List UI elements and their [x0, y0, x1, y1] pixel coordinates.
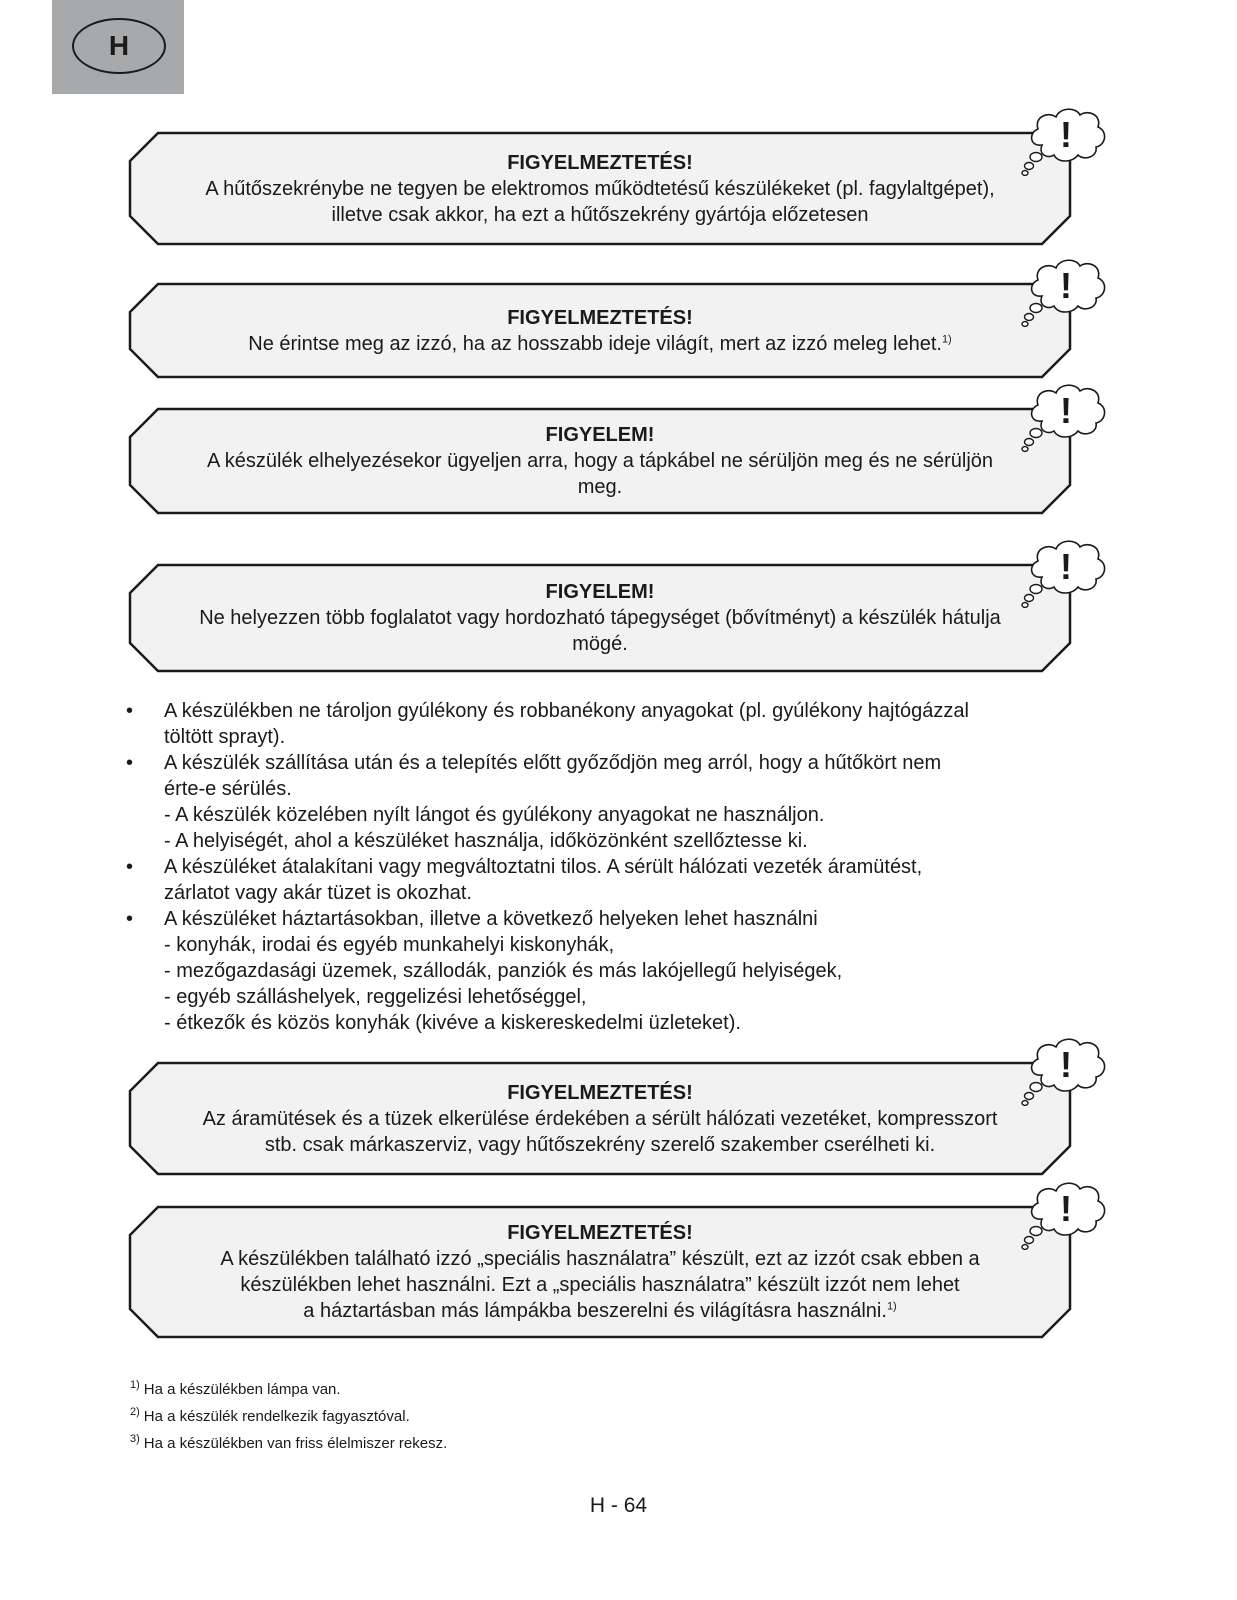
svg-text:!: ! — [1060, 1044, 1072, 1085]
warning-title: FIGYELMEZTETÉS! — [507, 151, 693, 174]
footnote-mark: 1) — [130, 1379, 140, 1391]
exclamation-bubble-icon — [1022, 105, 1108, 177]
warning-title: FIGYELMEZTETÉS! — [507, 306, 693, 329]
footnote-text: Ha a készülékben van friss élelmiszer rekesz. — [143, 1435, 448, 1452]
exclamation-bubble-icon — [1022, 1035, 1108, 1107]
bullet-line: - konyhák, irodai és egyéb munkahelyi kiskonyhák, — [164, 934, 615, 956]
warning-line-wrap — [248, 331, 951, 357]
warning-line: Ne érintse meg az izzó, ha az hosszabb ideje világít, mert az izzó meleg lehet. — [248, 332, 942, 355]
bullet-line: A készülék szállítása után és a telepítés előtt győződjön meg arról, hogy a hűtőkört nem — [164, 752, 942, 774]
footnotes — [130, 1372, 447, 1453]
warning-text — [148, 284, 1052, 377]
warning-line: készülékben lehet használni. Ezt a „speciális használatra” készült izzót nem lehet — [240, 1274, 960, 1296]
bullet-item — [120, 854, 1080, 906]
warning-box-3 — [130, 390, 1072, 513]
exclamation-bubble-icon — [1022, 381, 1108, 453]
svg-text:!: ! — [1060, 390, 1072, 431]
footnote-ref: 1) — [886, 1300, 897, 1313]
exclamation-bubble-icon — [1022, 256, 1108, 328]
warning-title: FIGYELMEZTETÉS! — [507, 1081, 693, 1104]
svg-text:!: ! — [1060, 265, 1072, 306]
language-badge: H — [72, 18, 166, 74]
page-number: H - 64 — [589, 1494, 648, 1517]
warning-line: illetve csak akkor, ha ezt a hűtőszekrény gyártója előzetesen — [331, 203, 869, 226]
warning-line: a háztartásban más lámpákba beszerelni és világításra használni. — [303, 1300, 887, 1322]
warning-line: A készülékben található izzó „speciális használatra” készült, ezt az izzót csak ebben a — [220, 1248, 980, 1270]
bullet-line: A készüléket háztartásokban, illetve a következő helyeken lehet használni — [164, 908, 818, 930]
bullet-line: A készülékben ne tároljon gyúlékony és robbanékony anyagokat (pl. gyúlékony hajtógázzal — [164, 700, 969, 722]
svg-text:!: ! — [1060, 1188, 1072, 1229]
warning-box-2 — [130, 265, 1072, 377]
exclamation-bubble-icon — [1022, 1179, 1108, 1251]
warning-box-6 — [130, 1188, 1072, 1337]
warning-line: meg. — [577, 476, 623, 498]
footnote-text: Ha a készülékben lámpa van. — [143, 1381, 341, 1398]
warning-text — [148, 1063, 1052, 1174]
footnote-item — [130, 1426, 447, 1453]
exclamation-bubble-icon — [1022, 537, 1108, 609]
bullet-line: - A helyiségét, ahol a készüléket használja, időközönként szellőztesse ki. — [164, 830, 808, 852]
warning-text — [148, 409, 1052, 513]
footnote-text: Ha a készülék rendelkezik fagyasztóval. — [143, 1408, 410, 1425]
bullet-item — [120, 750, 1080, 854]
bullet-line: - étkezők és közös konyhák (kivéve a kiskereskedelmi üzleteket). — [164, 1012, 741, 1034]
footnote-mark: 2) — [130, 1406, 140, 1418]
bullet-line: - A készülék közelében nyílt lángot és gyúlékony anyagokat ne használjon. — [164, 804, 825, 826]
bullet-dot: • — [126, 752, 134, 774]
warning-line: stb. csak márkaszerviz, vagy hűtőszekrény szerelő szakember cserélheti ki. — [264, 1133, 936, 1156]
svg-text:!: ! — [1060, 114, 1072, 155]
bullet-dot: • — [126, 856, 134, 878]
warning-line: mögé. — [572, 633, 628, 655]
warning-box-4 — [130, 546, 1072, 671]
warning-line: A hűtőszekrénybe ne tegyen be elektromos működtetésű készülékeket (pl. fagylaltgépet), — [205, 177, 995, 200]
warning-line: Ne helyezzen több foglalatot vagy hordozható tápegységet (bővítményt) a készülék hátulja — [199, 607, 1001, 629]
bullet-list — [120, 698, 1080, 1036]
language-tab — [52, 0, 184, 94]
bullet-line: érte-e sérülés. — [164, 778, 292, 800]
svg-text:!: ! — [1060, 546, 1072, 587]
warning-title: FIGYELMEZTETÉS! — [507, 1222, 693, 1244]
warning-box-5 — [130, 1044, 1072, 1174]
footnote-item — [130, 1372, 447, 1399]
warning-line-wrap — [303, 1298, 896, 1324]
footnote-item — [130, 1399, 447, 1426]
bullet-item — [120, 906, 1080, 1036]
warning-title: FIGYELEM! — [545, 424, 655, 446]
bullet-dot: • — [126, 700, 134, 722]
bullet-item — [120, 698, 1080, 750]
bullet-line: - egyéb szálláshelyek, reggelizési lehetőséggel, — [164, 986, 587, 1008]
bullet-line: töltött sprayt). — [164, 726, 286, 748]
warning-text — [148, 565, 1052, 671]
warning-box-1 — [130, 114, 1072, 244]
warning-title: FIGYELEM! — [545, 581, 655, 603]
footnote-ref: 1) — [941, 332, 952, 345]
bullet-line: A készüléket átalakítani vagy megváltoztatni tilos. A sérült hálózati vezeték áramütést, — [164, 856, 923, 878]
footnote-mark: 3) — [130, 1433, 140, 1445]
warning-text — [148, 133, 1052, 244]
warning-line: A készülék elhelyezésekor ügyeljen arra, hogy a tápkábel ne sérüljön meg és ne sérüljön — [206, 450, 994, 472]
bullet-line: zárlatot vagy akár tüzet is okozhat. — [164, 882, 472, 904]
bullet-line: - mezőgazdasági üzemek, szállodák, panziók és más lakójellegű helyiségek, — [164, 960, 843, 982]
bullet-dot: • — [126, 908, 134, 930]
warning-line: Az áramütések és a tüzek elkerülése érdekében a sérült hálózati vezetéket, kompresszort — [202, 1107, 998, 1130]
warning-text — [148, 1207, 1052, 1337]
